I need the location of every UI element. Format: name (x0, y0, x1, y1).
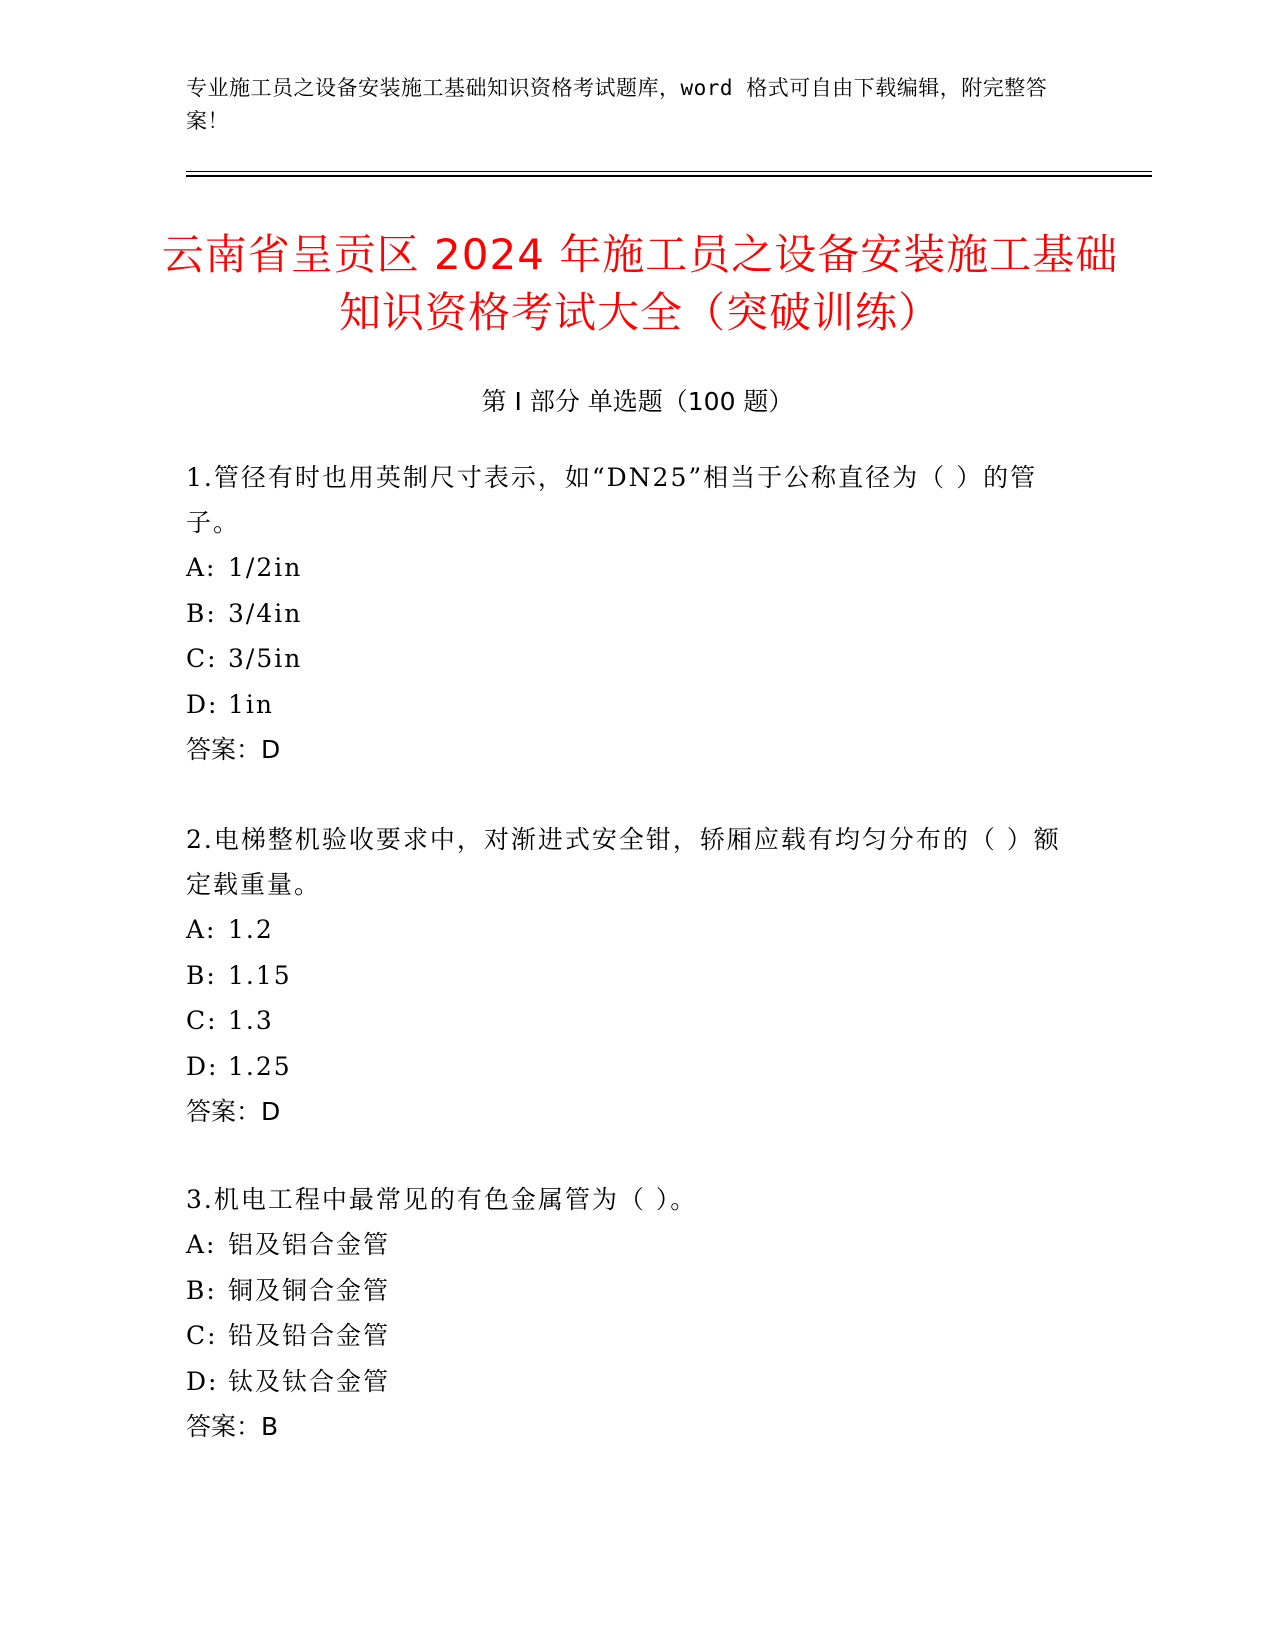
question-stem: 1.管径有时也用英制尺寸表示，如“DN25”相当于公称直径为（ ）的管子。 (186, 463, 1038, 537)
option-letter: B: (186, 960, 217, 990)
option-b (186, 1268, 1086, 1314)
option-letter: A: (186, 553, 217, 582)
option-letter: D: (186, 1366, 219, 1396)
section-heading: 第 I 部分 单选题（100 题） (481, 387, 794, 416)
document-title: 云南省呈贡区 2024 年施工员之设备安装施工基础知识资格考试大全（突破训练） (161, 230, 1119, 337)
header-note: 专业施工员之设备安装施工基础知识资格考试题库，word 格式可自由下载编辑，附完整答案！ (186, 76, 1048, 133)
option-letter: C: (186, 1321, 218, 1350)
option-text: 1in (228, 689, 275, 719)
option-c (186, 1313, 1086, 1359)
answer-line: 答案：B (186, 1412, 279, 1441)
question-1 (186, 455, 1086, 772)
header-divider-thick (186, 175, 1152, 177)
option-c (186, 998, 1086, 1044)
option-letter: B: (186, 598, 217, 628)
question-stem: 2.电梯整机验收要求中，对渐进式安全钳，轿厢应载有均匀分布的（ ）额定载重量。 (186, 825, 1061, 899)
question-stem: 3.机电工程中最常见的有色金属管为（ ）。 (186, 1185, 698, 1214)
option-letter: A: (186, 1230, 217, 1259)
option-text: 1/2in (228, 553, 303, 582)
question-3 (186, 1177, 1086, 1449)
option-text: 1.3 (228, 1006, 274, 1035)
option-text: 1.15 (228, 960, 292, 990)
option-text: 3/5in (228, 644, 303, 673)
question-2 (186, 817, 1086, 1134)
option-text: 1.2 (228, 915, 274, 944)
header-divider-thin (186, 171, 1152, 172)
option-letter: C: (186, 644, 218, 673)
option-c (186, 636, 1086, 682)
option-text: 1.25 (228, 1051, 292, 1081)
option-b (186, 591, 1086, 637)
answer-line: 答案：D (186, 735, 281, 764)
option-a (186, 1222, 1086, 1268)
option-d (186, 682, 1086, 728)
option-d (186, 1359, 1086, 1405)
answer-line: 答案：D (186, 1097, 281, 1126)
option-letter: D: (186, 1051, 219, 1081)
option-text: 铜及铜合金管 (228, 1275, 391, 1305)
option-letter: D: (186, 689, 219, 719)
option-a (186, 907, 1086, 953)
option-text: 钛及钛合金管 (228, 1366, 391, 1396)
option-text: 3/4in (228, 598, 303, 628)
option-text: 铅及铅合金管 (228, 1321, 391, 1350)
option-text: 铝及铝合金管 (228, 1230, 391, 1259)
option-a (186, 545, 1086, 591)
option-letter: B: (186, 1275, 217, 1305)
option-letter: C: (186, 1006, 218, 1035)
option-b (186, 953, 1086, 999)
option-letter: A: (186, 915, 217, 944)
option-d (186, 1044, 1086, 1090)
